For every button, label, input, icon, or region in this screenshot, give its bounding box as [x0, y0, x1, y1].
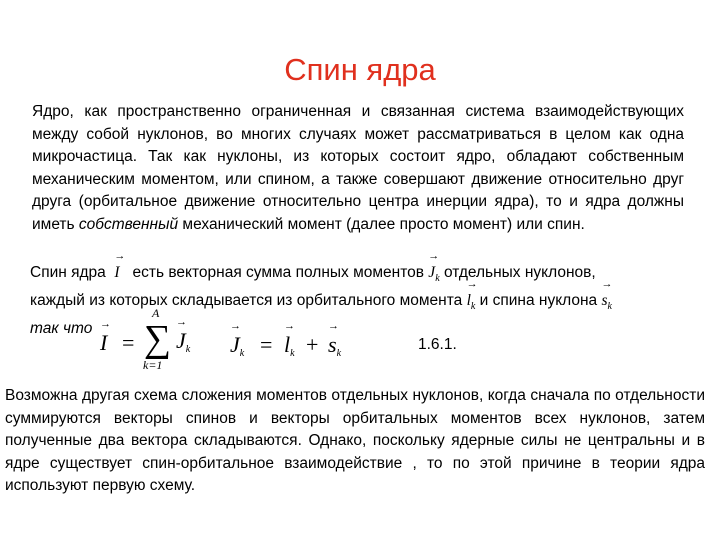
- paragraph-alternative-scheme: Возможна другая схема сложения моментов отдельных нуклонов, когда сначала по отдельности суммируются векторы спинов и векторы орбитальных моментов всех нуклонов, затем полученные два вектора складываются. Однако, поскольку ядерные силы не центральны и в ядре существует спин-орбитальное взаимодействие , то по этой причине в теории ядра используют первую схему.: [5, 387, 705, 494]
- formula-rhs-Jk: → $J_k$: [230, 332, 244, 359]
- vector-I-symbol: → I: [114, 262, 119, 284]
- spin-text-1a: Спин ядра: [30, 264, 106, 281]
- spin-line-2: [30, 290, 702, 318]
- sum-sign: ∑: [144, 318, 172, 360]
- formula-rhs-lk: → $l_k$: [284, 332, 295, 359]
- paragraph-intro-tail: механический момент (далее просто момент) или спин.: [178, 215, 585, 233]
- spin-text-1c: отдельных нуклонов,: [443, 264, 596, 281]
- vector-lk-symbol: → $l_k$: [467, 290, 476, 318]
- slide-title: Спин ядра: [284, 52, 436, 87]
- paragraph-intro: [32, 101, 684, 236]
- paragraph-intro-text: Ядро, как пространственно ограниченная и связанная система взаимодействующих между собой нуклонов, во многих случаях может рассматриваться в целом как одна микрочастица. Так как нуклоны, из которых состоит ядро, обладают собственным механическим моментом, или спином, а также совершают движение относительно друг друга (орбитальное движение относительно центра инерции ядра), то и ядра должны иметь: [32, 103, 684, 233]
- formula-plus: +: [306, 332, 319, 357]
- formula-equals-1: =: [122, 330, 135, 355]
- italic-word-own: собственный: [78, 215, 179, 233]
- vector-Jk-symbol: → $J_k$: [428, 262, 439, 290]
- spin-text-2b: и спина нуклона: [479, 292, 598, 309]
- formula-summand-Jk: → $J_k$: [176, 328, 190, 355]
- sum-lower-limit: k=1: [143, 358, 163, 372]
- formula-lhs-I: → I: [100, 330, 107, 356]
- equation-number: 1.6.1.: [418, 336, 457, 353]
- spin-text-2a: каждый из которых складывается из орбитального момента: [30, 292, 463, 309]
- sum-upper-limit: A: [152, 306, 160, 320]
- spin-text-3: так что: [30, 320, 93, 337]
- formula-rhs-sk: → $s_k$: [328, 332, 341, 359]
- spin-text-1b: есть векторная сумма полных моментов: [132, 264, 424, 281]
- vector-sk-symbol: → $s_k$: [602, 290, 613, 318]
- formula-equals-2: =: [260, 332, 273, 357]
